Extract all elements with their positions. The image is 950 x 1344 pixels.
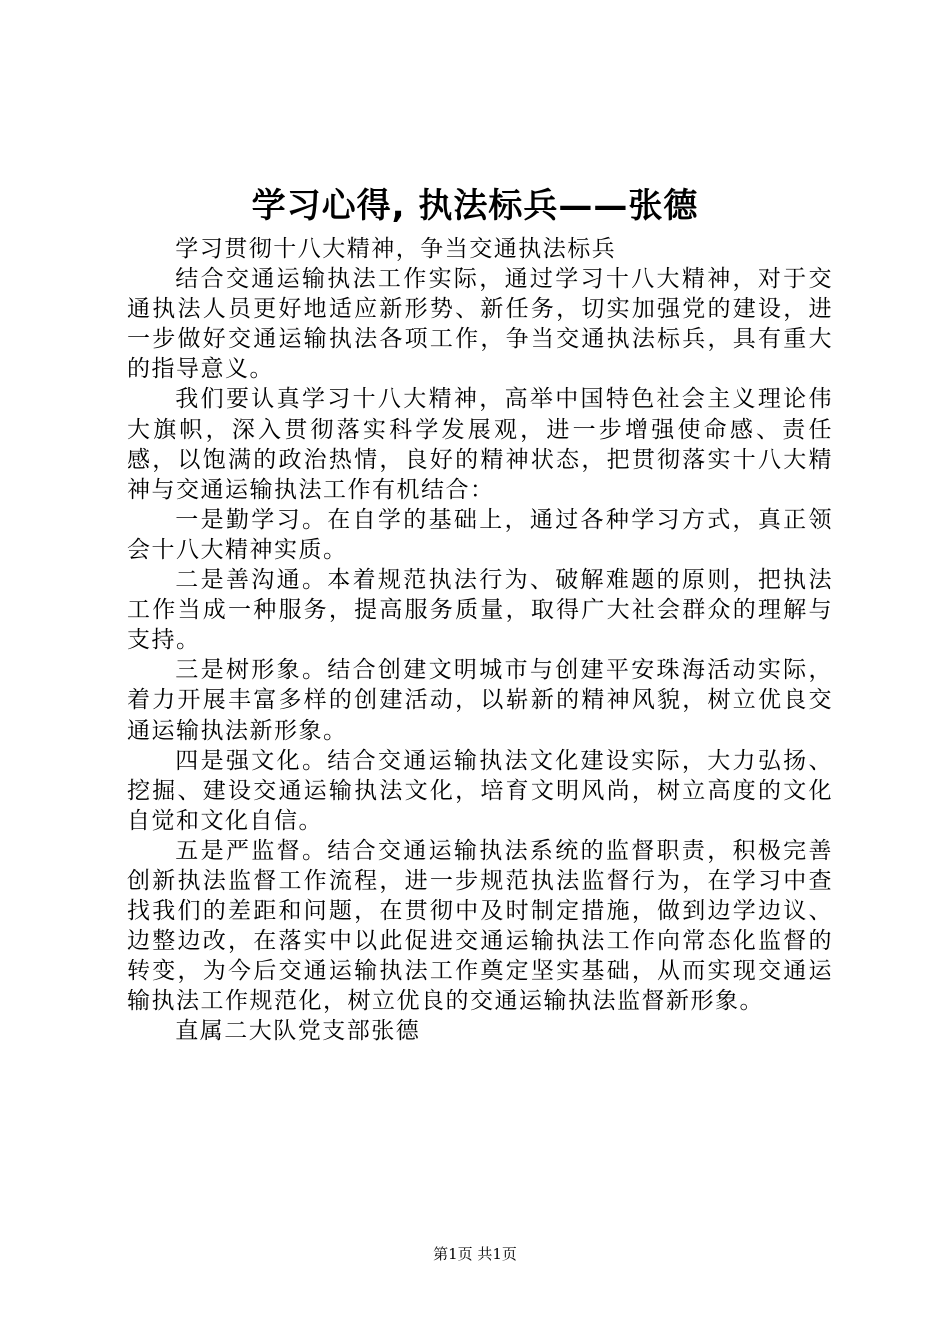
- document-title: 学习心得, 执法标兵——张德: [251, 186, 699, 226]
- paragraph-intro: 结合交通运输执法工作实际，通过学习十八大精神，对于交通执法人员更好地适应新形势、新任务，切实加强党的建设，进一步做好交通运输执法各项工作，争当交通执法标兵，具有重大的指导意义。: [127, 266, 833, 383]
- paragraph-point-2: 二是善沟通。本着规范执法行为、破解难题的原则，把执法工作当成一种服务，提高服务质量，取得广大社会群众的理解与支持。: [127, 567, 833, 654]
- paragraph-point-1: 一是勤学习。在自学的基础上，通过各种学习方式，真正领会十八大精神实质。: [127, 506, 833, 563]
- document-body: [127, 234, 833, 1047]
- page-number-footer: 第1页 共1页: [433, 1245, 517, 1263]
- paragraph-subtitle: 学习贯彻十八大精神，争当交通执法标兵: [175, 236, 617, 262]
- paragraph-commitment: 我们要认真学习十八大精神，高举中国特色社会主义理论伟大旗帜，深入贯彻落实科学发展观，进一步增强使命感、责任感，以饱满的政治热情，良好的精神状态，把贯彻落实十八大精神与交通运输执法工作有机结合：: [127, 386, 833, 503]
- paragraph-point-3: 三是树形象。结合创建文明城市与创建平安珠海活动实际，着力开展丰富多样的创建活动，以崭新的精神风貌，树立优良交通运输执法新形象。: [127, 657, 833, 744]
- paragraph-point-5: 五是严监督。结合交通运输执法系统的监督职责，积极完善创新执法监督工作流程，进一步规范执法监督行为，在学习中查找我们的差距和问题，在贯彻中及时制定措施，做到边学边议、边整边改，在落实中以此促进交通运输执法工作向常态化监督的转变，为今后交通运输执法工作奠定坚实基础，从而实现交通运输执法工作规范化，树立优良的交通运输执法监督新形象。: [127, 837, 833, 1015]
- paragraph-signature: 直属二大队党支部张德: [175, 1018, 421, 1045]
- paragraph-point-4: 四是强文化。结合交通运输执法文化建设实际，大力弘扬、挖掘、建设交通运输执法文化，培育文明风尚，树立高度的文化自觉和文化自信。: [127, 747, 833, 834]
